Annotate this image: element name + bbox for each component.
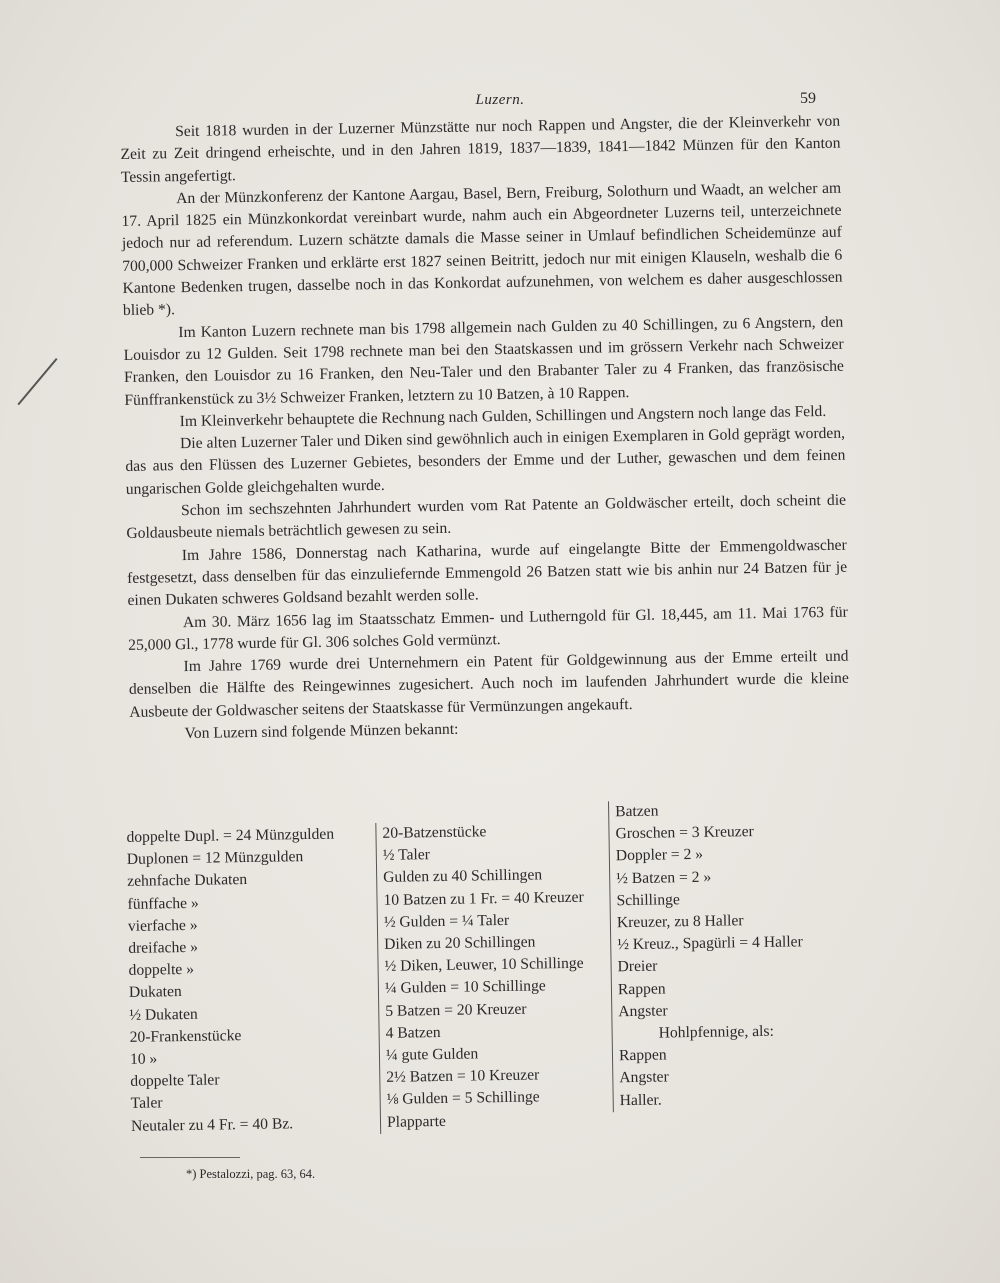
coin-item: Gulden zu 40 Schillingen xyxy=(383,866,543,887)
coin-item: zehnfache Dukaten xyxy=(127,871,248,891)
coin-item: ¼ gute Gulden xyxy=(385,1045,479,1064)
coin-item: 20-Batzenstücke xyxy=(382,823,487,842)
paragraph: Schon im sechszehnten Jahrhundert wurden vom Rat Patente an Goldwäscher erteilt, doch scheint die Goldausbeute niemals beträchtlich gewesen zu sein. xyxy=(126,491,847,543)
coin-list-intro: Von Luzern sind folgende Münzen bekannt: xyxy=(184,720,459,743)
coin-item: Dukaten xyxy=(128,983,182,1002)
coin-item: fünffache » xyxy=(127,894,199,913)
coin-item: Angster xyxy=(618,1002,668,1021)
coin-item: Schillinge xyxy=(616,891,680,910)
paragraph: Am 30. März 1656 lag im Staatsschatz Emmen- und Lutherngold für Gl. 18,445, am 11. Mai 1763 für 25,000 Gl., 1778 wurde für Gl. 306 solches Gold vermünzt. xyxy=(128,603,848,654)
coin-column-1 xyxy=(126,823,371,1138)
coin-item: doppelte Taler xyxy=(130,1071,220,1091)
coin-item: Batzen xyxy=(615,802,659,821)
coin-item: 20-Frankenstücke xyxy=(129,1026,242,1046)
body-text xyxy=(120,111,850,747)
coin-item: Groschen = 3 Kreuzer xyxy=(615,823,754,843)
coin-item: Angster xyxy=(619,1068,669,1087)
coin-item: ½ Kreuz., Spagürli = 4 Haller xyxy=(617,933,803,954)
footnote: *) Pestalozzi, pag. 63, 64. xyxy=(186,1167,316,1181)
paragraph: Im Jahre 1769 wurde drei Unternehmern ein Patent für Goldgewinnung aus der Emme erteilt und denselben die Hälfte des Reingewinnes zugesichert. Auch noch im laufenden Jahrhundert wurde die kleine Ausbeute der Goldwascher seitens der Staatskasse für Vermünzungen angekauft. xyxy=(128,647,849,721)
running-title: Luzern. xyxy=(475,92,525,108)
coin-list xyxy=(120,794,845,1160)
coin-column-2 xyxy=(375,819,622,1134)
pencil-mark xyxy=(17,358,57,405)
coin-item: 10 Batzen zu 1 Fr. = 40 Kreuzer xyxy=(383,888,584,909)
coin-item: Kreuzer, zu 8 Haller xyxy=(616,912,744,932)
coin-item: Rappen xyxy=(618,1046,667,1065)
coin-item: ½ Gulden = ¼ Taler xyxy=(383,911,510,931)
coin-item: ½ Dukaten xyxy=(129,1005,198,1024)
coin-item: Duplonen = 12 Münzgulden xyxy=(126,848,304,869)
coin-item: ⅛ Gulden = 5 Schillinge xyxy=(386,1088,540,1109)
coin-item: Rappen xyxy=(617,980,666,998)
paragraph: An der Münzkonferenz der Kantone Aargau, Basel, Bern, Freiburg, Solothurn und Waadt, an welcher am 17. April 1825 ein Münzkonkordat vereinbart wurde, nahm auch ein Abgeordneter Luzerns teil, unterzeichnete jedoch nur ad referendum. Luzern schätzte damals die Masse seiner in Umlauf befindlichen Scheidemünze auf 700,000 Schweizer Franken und erklärte erst 1827 seinen Beitritt, jedoch nur mit einigen Klauseln, weshalb die 6 Kantone Bedenken trugen, dasselbe noch in das Konkordat aufzunehmen, von welchem es daher ausgeschlossen blieb *). xyxy=(121,179,843,320)
paragraph: Im Kleinverkehr behauptete die Rechnung nach Gulden, Schillingen und Angstern noch lange das Feld. xyxy=(179,402,827,430)
coin-item: dreifache » xyxy=(128,938,199,957)
coin-item: 5 Batzen = 20 Kreuzer xyxy=(385,1000,527,1020)
coin-item: 4 Batzen xyxy=(385,1023,441,1042)
coin-item: 2½ Batzen = 10 Kreuzer xyxy=(386,1066,540,1087)
coin-item: Doppler = 2 » xyxy=(615,846,704,865)
page-number: 59 xyxy=(800,90,816,107)
coin-item: Plapparte xyxy=(386,1112,447,1131)
coin-item: ½ Taler xyxy=(382,846,431,865)
coin-item: Taler xyxy=(130,1094,163,1113)
coin-item: Dreier xyxy=(617,958,658,976)
paragraph: Im Kanton Luzern rechnete man bis 1798 allgemein nach Gulden zu 40 Schillingen, zu 6 Angstern, den Louisdor zu 12 Gulden. Seit 1798 rechnete man bei den Staatskassen und im grössern Verkehr nach Schweizer Franken, den Louisdor zu 16 Franken, den Neu-Taler und den Brabanter Taler zu 4 Franken, das französische Fünffrankenstück zu 3½ Schweizer Franken, letztern zu 10 Batzen, à 10 Rappen. xyxy=(123,313,845,409)
paragraph: Im Jahre 1586, Donnerstag nach Katharina, wurde auf eingelangte Bitte der Emmengoldwascher festgesetzt, dass denselben für das einzuliefernde Emmengold 26 Batzen statt wie bis anhin nur 24 Batzen für je einen Dukaten schweres Goldsand bezahlt werden solle. xyxy=(127,536,848,610)
coin-item: vierfache » xyxy=(127,916,198,935)
coin-item: ½ Batzen = 2 » xyxy=(616,868,712,887)
paragraph: Die alten Luzerner Taler und Diken sind gewöhnlich auch in einigen Exemplaren in Gold geprägt worden, das aus den Flüssen des Luzerner Gebietes, besonders der Emme und der Luther, gewaschen und dem feinen ungarischen Golde gleichgehalten wurde. xyxy=(125,424,846,498)
coin-item: Diken zu 20 Schillingen xyxy=(384,933,536,953)
coin-column-3 xyxy=(608,798,852,1113)
paragraph: Seit 1818 wurden in der Luzerner Münzstätte nur noch Rappen und Angster, die der Kleinverkehr von Zeit zu Zeit dringend erheischte, und in den Jahren 1819, 1837—1839, 1841—1842 Münzen für den Kanton Tessin angefertigt. xyxy=(120,112,841,186)
coin-item: ½ Diken, Leuwer, 10 Schillinge xyxy=(384,954,584,976)
coin-item: Neutaler zu 4 Fr. = 40 Bz. xyxy=(130,1114,294,1135)
footnote-rule xyxy=(140,1157,240,1158)
coin-item: doppelte » xyxy=(128,961,195,980)
coin-item: 10 » xyxy=(129,1050,158,1068)
coin-item: doppelte Dupl. = 24 Münzgulden xyxy=(126,825,335,846)
coin-item: Haller. xyxy=(619,1091,662,1109)
coin-subheading: Hohlpfennige, als: xyxy=(658,1022,774,1042)
coin-item: ¼ Gulden = 10 Schillinge xyxy=(384,977,546,998)
